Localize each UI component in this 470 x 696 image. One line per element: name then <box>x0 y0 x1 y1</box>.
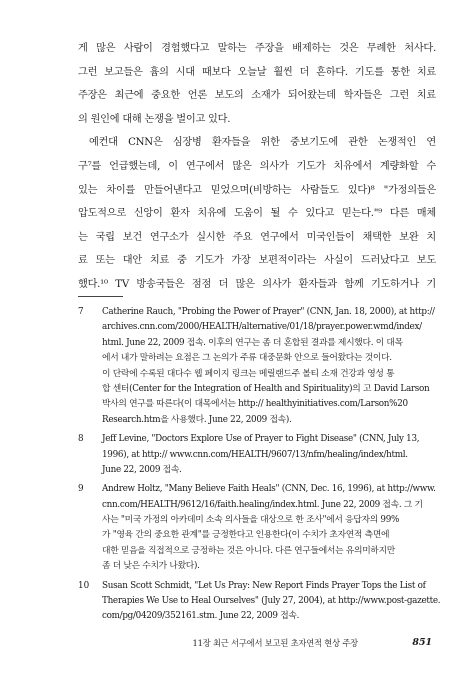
body-line: 게 많은 사람이 경험했다고 말하는 주장을 배제하는 것은 무례한 처사다. <box>78 43 436 54</box>
main-text <box>78 37 436 297</box>
footnotes <box>78 305 441 629</box>
footnote-divider <box>78 296 123 297</box>
footnote-line: 대한 믿음을 직접적으로 긍정하는 것은 아니다. 다른 연구들에서는 유의미하지만 <box>102 545 395 556</box>
footnote-line: 에서 내가 말하려는 요점은 그 논의가 주류 대중문화 안으로 들어왔다는 것이다. <box>102 353 392 364</box>
footnote-line: Therapies We Use to Heal Ourselves" (July 27, 2004), at http://www.post-gazette. <box>102 596 441 607</box>
footnote-number: 7 <box>78 307 84 317</box>
footnote-line: 합 센터(Center for the Integration of Health and Spirituality)의 고 David Larson <box>102 383 430 394</box>
footnote-line: 1996), at http:// www.cnn.com/HEALTH/9607/13/nfm/healing/index/html. <box>102 449 408 460</box>
footnote-number: 9 <box>78 484 84 495</box>
footnote-line: Catherine Rauch, "Probing the Power of Prayer" (CNN, Jan. 18, 2000), at http:// <box>102 307 435 317</box>
footnote-10 <box>78 579 441 625</box>
footnote-8 <box>78 432 436 478</box>
body-line: 압도적으로 신앙이 환자 치유에 도움이 될 수 있다고 믿는다."⁹ 다른 매체 <box>78 208 436 220</box>
page-number: 851 <box>412 637 432 648</box>
body-line: 의 원인에 대해 논쟁을 벌이고 있다. <box>78 113 231 125</box>
footnote-line: Jeff Levine, "Doctors Explore Use of Prayer to Fight Disease" (CNN, July 13, <box>102 434 420 445</box>
body-line: 구⁷를 언급했는데, 이 연구에서 많은 의사가 기도가 치유에서 계량화할 수 <box>78 160 436 172</box>
footnote-line: 좀 더 낮은 수치가 나왔다). <box>102 561 200 572</box>
footnote-line: Andrew Holtz, "Many Believe Faith Heals" (CNN, Dec. 16, 1996), at http://www. <box>102 484 436 495</box>
page-footer <box>0 636 470 650</box>
footnote-line: 박사의 연구를 따른다(이 대목에서는 http:// healthyinitiatives.com/Larson%20 <box>102 399 408 410</box>
footnote-line: com/pg/04209/352161.stm. June 22, 2009 접속. <box>102 611 300 622</box>
footnote-9 <box>78 482 436 574</box>
body-line: 예컨대 CNN은 심장병 환자들을 위한 중보기도에 관한 논쟁적인 연 <box>89 137 436 149</box>
footnote-line: 가 "영육 간의 중요한 관계"를 긍정한다고 인용한다(이 수치가 초자연적 측면에 <box>102 530 390 541</box>
body-line: 주장은 최근에 중요한 언론 보도의 소재가 되어왔는데 학자들은 그런 치료 <box>78 90 436 102</box>
body-line: 료 또는 대안 치료 중 기도가 가장 보편적이라는 사실이 드러났다고 보도 <box>78 255 436 267</box>
footnote-line: archives.cnn.com/2000/HEALTH/alternative/01/18/prayer.power.wmd/index/ <box>102 322 422 333</box>
running-footer-chapter: 11장 최근 서구에서 보고된 초자연적 현상 주장 <box>192 638 358 648</box>
body-line: 는 국립 보건 연구소가 실시한 주요 연구에서 미국인들이 채택한 보완 치 <box>78 231 436 243</box>
footnote-line: 사는 "미국 가정의 아카데미 소속 의사들을 대상으로 한 조사"에서 응답자의 99% <box>102 515 400 526</box>
footnote-7 <box>78 305 436 428</box>
body-line: 있는 차이를 만들어낸다고 믿었으며(비방하는 사람들도 있다)⁸ "가정의들은 <box>78 184 436 196</box>
footnote-line: html. June 22, 2009 접속. 이후의 연구는 좀 더 혼합된 결과를 제시했다. 이 대목 <box>102 337 403 348</box>
body-line: 했다.¹⁰ TV 방송국들은 점점 더 많은 의사가 환자들과 함께 기도하거나 기 <box>78 278 436 290</box>
body-line: 그런 보고들은 흄의 시대 때보다 오늘날 훨씬 더 흔하다. 기도를 통한 치료 <box>78 66 436 78</box>
footnote-line: cnn.com/HEALTH/9612/16/faith.healing/index.html. June 22, 2009 접속. 그 기 <box>102 499 423 510</box>
footnote-line: 이 단락에 수록된 대다수 웹 페이지 링크는 메릴랜드주 볼티 소재 건강과 영성 통 <box>102 368 395 379</box>
footnote-line: Research.htm을 사용했다. June 22, 2009 접속). <box>102 414 292 425</box>
footnote-line: Susan Scott Schmidt, "Let Us Pray: New Report Finds Prayer Tops the List of <box>102 580 426 591</box>
footnote-line: June 22, 2009 접속. <box>102 464 182 475</box>
footnote-number: 10 <box>78 580 90 591</box>
footnote-number: 8 <box>78 434 84 445</box>
